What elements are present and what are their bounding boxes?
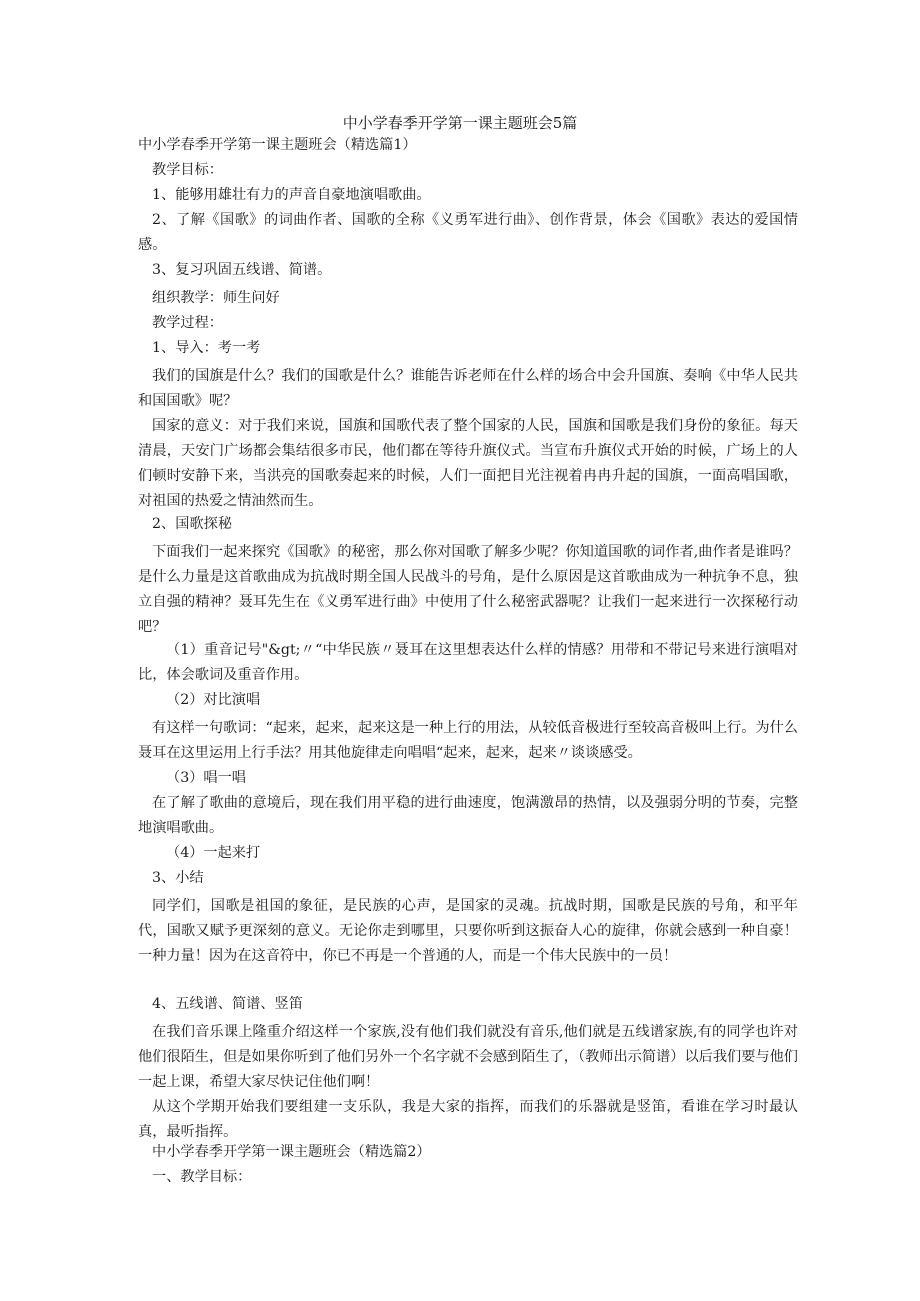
lyric-paragraph: 有这样一句歌词：“起来，起来，起来这是一种上行的用法，从较低音极进行至较高音极叫上行。为什么聂耳在这里运用上行手法？用其他旋律走向唱唱“起来，起来，起来〃谈谈感受。 [138,720,798,761]
sub-item-1: （1）重音记号"&gt;〃“中华民族〃聂耳在这里想表达什么样的情感？用带和不带记号来进行演唱对比，体会歌词及重音作用。 [138,642,798,683]
intro-paragraph: 我们的国旗是什么？我们的国歌是什么？谁能告诉老师在什么样的场合中会升国旗、奏响《中华人民共和国国歌》呢？ [138,368,798,409]
step-2-heading: 2、国歌探秘 [152,516,232,532]
band-paragraph: 从这个学期开始我们要组建一支乐队，我是大家的指挥，而我们的乐器就是竖笛，看谁在学习时最认真，最听指挥。 [138,1099,798,1140]
step-3-heading: 3、小结 [152,870,204,886]
goal-1: 1、能够用雄壮有力的声音自豪地演唱歌曲。 [152,187,431,203]
family-paragraph: 在我们音乐课上隆重介绍这样一个家族,没有他们我们就没有音乐,他们就是五线谱家族,有的同学也许对他们很陌生，但是如果你听到了他们另外一个名字就不会感到陌生了，（教师出示简谱）以后我们要与他们一起上课，希望大家尽快记住他们啊！ [138,1024,798,1090]
sub-item-3: （3）唱一唱 [166,770,246,786]
goals-label: 教学目标： [152,162,223,178]
goals-2-label: 一、教学目标： [152,1169,252,1185]
section-1-heading: 中小学春季开学第一课主题班会（精选篇1） [138,137,417,153]
section-2-heading: 中小学春季开学第一课主题班会（精选篇2） [152,1144,431,1160]
sub-item-4: （4）一起来打 [166,845,261,861]
sub-item-2: （2）对比演唱 [166,692,261,708]
summary-paragraph: 同学们，国歌是祖国的象征，是民族的心声，是国家的灵魂。抗战时期，国歌是民族的号角，和平年代，国歌又赋予更深刻的意义。无论你走到哪里，只要你听到这振奋人心的旋律，你就会感到一种自豪！一种力量！因为在这音符中，你已不再是一个普通的人，而是一个伟大民族中的一员！ [138,898,798,964]
meaning-paragraph: 国家的意义：对于我们来说，国旗和国歌代表了整个国家的人民，国旗和国歌是我们身份的象征。每天清晨，天安门广场都会集结很多市民，他们都在等待升旗仪式。当宣布升旗仪式开始的时候，广场上的人们顿时安静下来，当洪亮的国歌奏起来的时候，人们一面把目光注视着冉冉升起的国旗，一面高唱国歌，对祖国的热爱之情油然而生。 [138,418,798,509]
process-label: 教学过程： [152,315,223,331]
step-1-heading: 1、导入：考一考 [152,340,261,356]
step-4-heading: 4、五线谱、简谱、竖笛 [152,996,303,1012]
goal-2: 2、了解《国歌》的词曲作者、国歌的全称《义勇军进行曲》、创作背景，体会《国歌》表达的爱国情感。 [138,212,798,253]
document-title: 中小学春季开学第一课主题班会5篇 [342,114,578,132]
sing-paragraph: 在了解了歌曲的意境后，现在我们用平稳的进行曲速度，饱满激昂的热情，以及强弱分明的节奏，完整地演唱歌曲。 [138,795,798,836]
org-teaching: 组织教学：师生问好 [152,290,280,306]
explore-paragraph: 下面我们一起来探究《国歌》的秘密，那么你对国歌了解多少呢？你知道国歌的词作者,曲作者是谁吗？是什么力量是这首歌曲成为抗战时期全国人民战斗的号角，是什么原因是这首歌曲成为一种抗争不息，独立自强的精神？聂耳先生在《义勇军进行曲》中使用了什么秘密武器呢？让我们一起来进行一次探秘行动吧？ [138,544,798,635]
goal-3: 3、复习巩固五线谱、简谱。 [152,262,332,278]
